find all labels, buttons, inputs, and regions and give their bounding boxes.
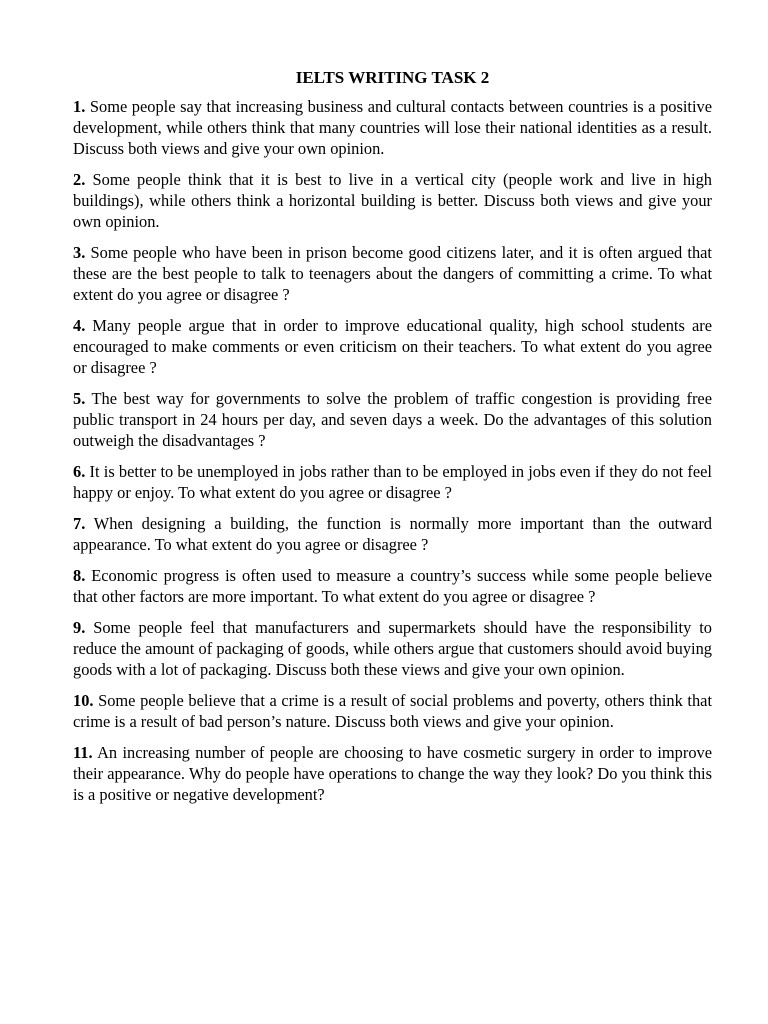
- task-item-6: [73, 461, 712, 503]
- task-number: 4.: [73, 316, 86, 335]
- task-item-4: [73, 315, 712, 378]
- task-number: 1.: [73, 97, 86, 116]
- task-number: 7.: [73, 514, 86, 533]
- task-number: 6.: [73, 462, 86, 481]
- task-item-7: [73, 513, 712, 555]
- task-number: 2.: [73, 170, 86, 189]
- task-item-1: [73, 96, 712, 159]
- task-text: Some people say that increasing business and cultural contacts between countries is a positive development, while others think that many countries will lose their national identities as a result. Discuss both views and give your own opinion.: [73, 97, 712, 158]
- task-text: Many people argue that in order to improve educational quality, high school students are encouraged to make comments or even criticism on their teachers. To what extent do you agree or disagree ?: [73, 316, 712, 377]
- task-list: [73, 96, 712, 805]
- task-text: Some people think that it is best to live in a vertical city (people work and live in high buildings), while others think a horizontal building is better. Discuss both views and give your own opinion.: [73, 170, 712, 231]
- task-text: Some people believe that a crime is a result of social problems and poverty, others think that crime is a result of bad person’s nature. Discuss both views and give your opinion.: [73, 691, 712, 731]
- task-text: When designing a building, the function is normally more important than the outward appearance. To what extent do you agree or disagree ?: [73, 514, 713, 554]
- task-item-9: [73, 617, 712, 680]
- task-item-8: [73, 565, 712, 607]
- task-number: 8.: [73, 566, 86, 585]
- task-number: 10.: [73, 691, 94, 710]
- task-number: 9.: [73, 618, 86, 637]
- task-text: An increasing number of people are choosing to have cosmetic surgery in order to improve their appearance. Why do people have operations to change the way they look? Do you think this is a positive or negative development?: [73, 743, 712, 804]
- task-text: Economic progress is often used to measure a country’s success while some people believe that other factors are more important. To what extent do you agree or disagree ?: [73, 566, 712, 606]
- task-item-3: [73, 242, 712, 305]
- task-number: 5.: [73, 389, 86, 408]
- task-text: Some people feel that manufacturers and supermarkets should have the responsibility to reduce the amount of packaging of goods, while others argue that customers should avoid buying goods with a lot of packaging. Discuss both these views and give your own opinion.: [73, 618, 712, 679]
- task-text: It is better to be unemployed in jobs rather than to be employed in jobs even if they do not feel happy or enjoy. To what extent do you agree or disagree ?: [73, 462, 712, 502]
- task-item-10: [73, 690, 712, 732]
- task-number: 3.: [73, 243, 86, 262]
- task-text: The best way for governments to solve the problem of traffic congestion is providing free public transport in 24 hours per day, and seven days a week. Do the advantages of this solution outweigh the disadvantages ?: [73, 389, 712, 450]
- task-item-11: [73, 742, 712, 805]
- task-item-5: [73, 388, 712, 451]
- task-item-2: [73, 169, 712, 232]
- document-page: [73, 66, 712, 815]
- page-title: IELTS WRITING TASK 2: [295, 68, 490, 87]
- task-text: Some people who have been in prison become good citizens later, and it is often argued that these are the best people to talk to teenagers about the dangers of committing a crime. To what extent do you agree or disagree ?: [73, 243, 712, 304]
- task-number: 11.: [73, 743, 93, 762]
